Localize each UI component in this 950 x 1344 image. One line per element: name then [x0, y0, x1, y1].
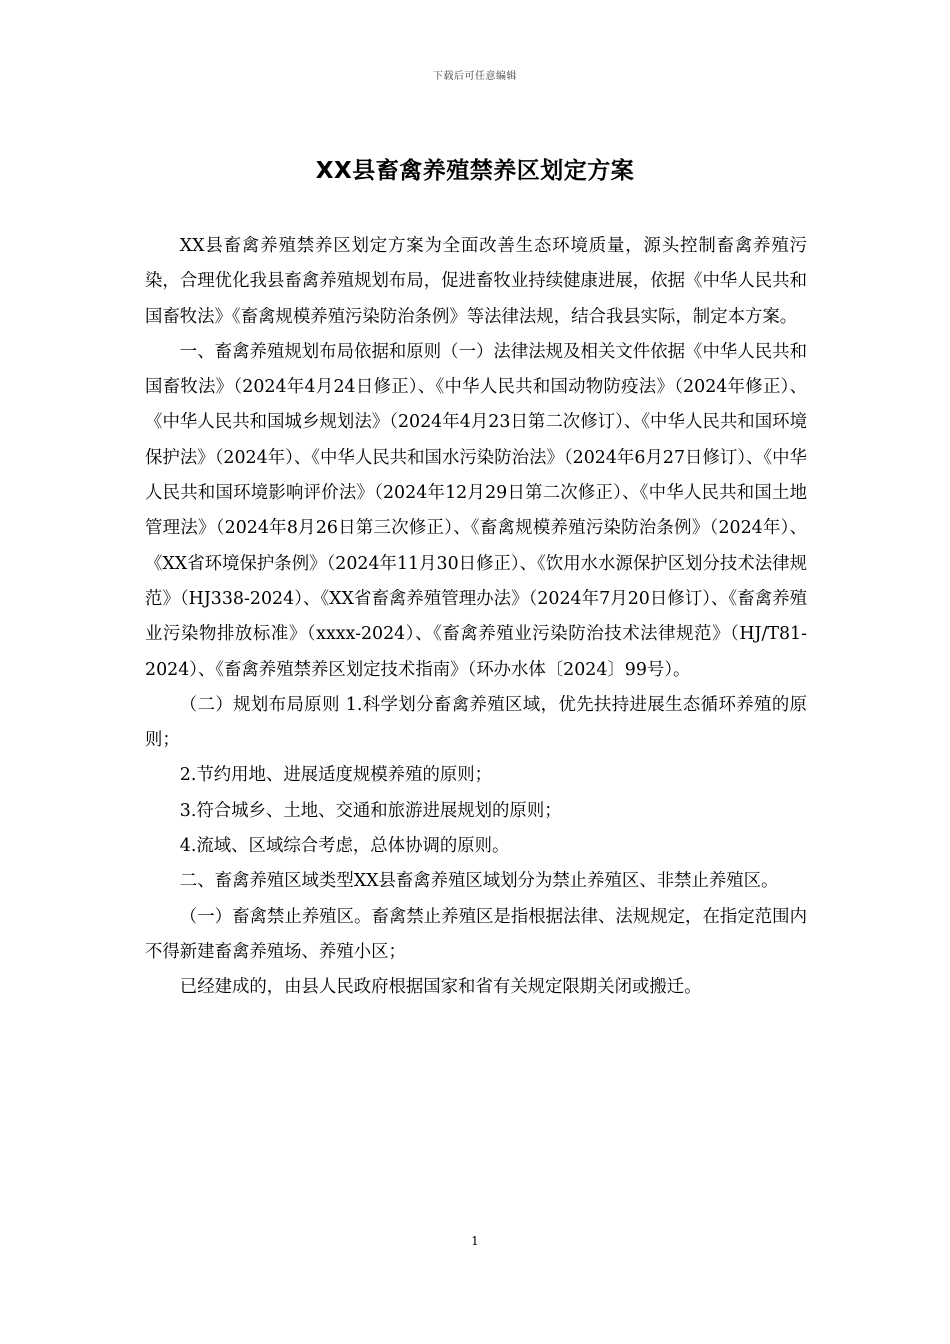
page-number: 1	[471, 1234, 479, 1248]
paragraph: XX县畜禽养殖禁养区划定方案为全面改善生态环境质量，源头控制畜禽养殖污染，合理优化我县畜禽养殖规划布局，促进畜牧业持续健康进展，依据《中华人民共和国畜牧法》《畜禽规模养殖污染防治条例》等法律法规，结合我县实际，制定本方案。	[145, 236, 807, 327]
header-note: 下载后可任意编辑	[433, 71, 517, 82]
document-body	[145, 229, 807, 1006]
paragraph: 已经建成的，由县人民政府根据国家和省有关规定限期关闭或搬迁。	[179, 977, 702, 998]
paragraph: 4.流域、区域综合考虑，总体协调的原则。	[179, 836, 510, 857]
document-title: XX县畜禽养殖禁养区划定方案	[315, 158, 635, 184]
paragraph: 一、畜禽养殖规划布局依据和原则（一）法律法规及相关文件依据《中华人民共和国畜牧法》（2024年4月24日修正）、《中华人民共和国动物防疫法》（2024年修正）、《中华人民共和国城乡规划法》（2024年4月23日第二次修订）、《中华人民共和国环境保护法》（2024年）、《中华人民共和国水污染防治法》（2024年6月27日修订）、《中华人民共和国环境影响评价法》（2024年12月29日第二次修正）、《中华人民共和国土地管理法》（2024年8月26日第三次修正）、《畜禽规模养殖污染防治条例》（2024年）、《XX省环境保护条例》（2024年11月30日修正）、《饮用水水源保护区划分技术法律规范》（HJ338-2024）、《XX省畜禽养殖管理办法》（2024年7月20日修订）、《畜禽养殖业污染物排放标准》（xxxx-2024）、《畜禽养殖业污染防治技术法律规范》（HJ/T81-2024）、《畜禽养殖禁养区划定技术指南》（环办水体〔2024〕99号）。	[145, 341, 807, 680]
paragraph: （一）畜禽禁止养殖区。畜禽禁止养殖区是指根据法律、法规规定，在指定范围内不得新建畜禽养殖场、养殖小区；	[145, 906, 807, 962]
paragraph: （二）规划布局原则 1.科学划分畜禽养殖区域，优先扶持进展生态循环养殖的原则；	[145, 694, 807, 751]
paragraph: 二、畜禽养殖区域类型XX县畜禽养殖区域划分为禁止养殖区、非禁止养殖区。	[179, 871, 779, 892]
paragraph: 2.节约用地、进展适度规模养殖的原则；	[179, 765, 493, 786]
paragraph: 3.符合城乡、土地、交通和旅游进展规划的原则；	[179, 800, 562, 821]
